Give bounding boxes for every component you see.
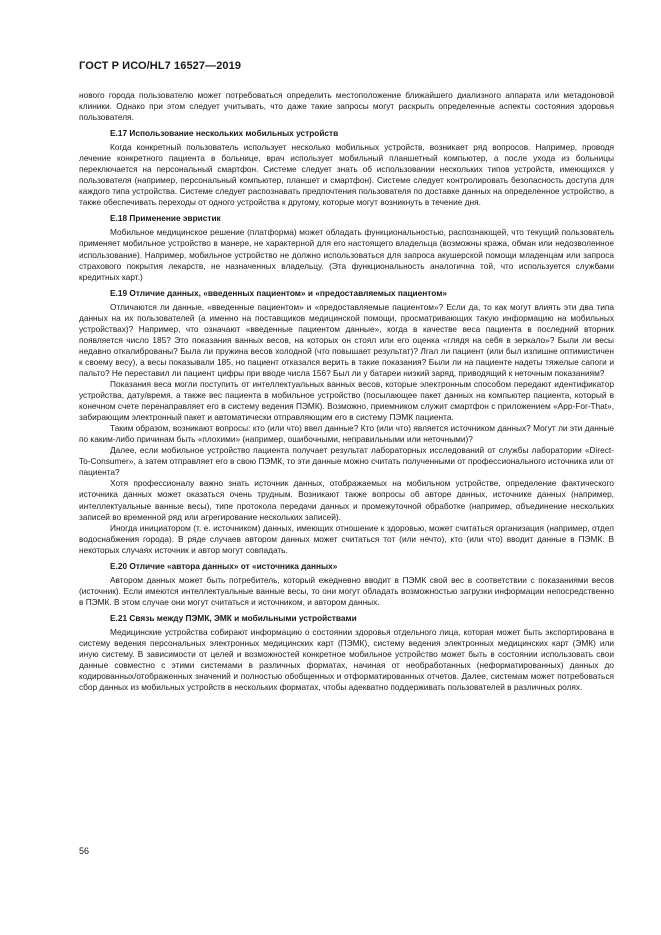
- section: [79, 288, 614, 556]
- section-heading: Е.17 Использование нескольких мобильных устройств: [110, 128, 339, 139]
- section-paragraph: Таким образом, возникают вопросы: кто (или что) ввел данные? Кто (или что) является источником данных? Могут ли эти данные по каким-либо причинам быть «плохими» (например, ошибочными, неправильными или неточными)?: [79, 423, 614, 445]
- section: [79, 213, 614, 282]
- section-heading: Е.18 Применение эвристик: [110, 213, 221, 224]
- section-heading: Е.19 Отличие данных, «введенных пациентом» и «предоставляемых пациентом»: [110, 287, 447, 298]
- sections-container: [79, 128, 614, 693]
- section: [79, 613, 614, 693]
- section: [79, 561, 614, 608]
- page-number: 56: [79, 846, 90, 856]
- section: [79, 128, 614, 208]
- document-body: [79, 90, 614, 693]
- section-paragraph: Когда конкретный пользователь использует несколько мобильных устройств, возникает ряд вопросов. Например, проводя лечение конкретного пациента в больнице, врач использует мобильный планшетный компьютер, а после ухода из больницы переключается на персональный смартфон. Системе следует знать об использовании нескольких типов устройств, имеющихся у пользователя (например, персональный компьютер, планшет и смартфон). Системе следует контролировать безопасность доступа для каждого типа устройства. Системе следует распознавать предпочтения пользователя по доставке данных на определенное устройство, а также обеспечивать переходы от одного устройства к другому, которые могут возникнуть в течение дня.: [79, 142, 614, 208]
- section-paragraph: Далее, если мобильное устройство пациента получает результат лабораторных исследований от службы лаборатории «Direct-To-Consumer», а затем отправляет его в свою ПЭМК, то эти данные можно считать полученными от профессионального источника или от пациента?: [79, 445, 614, 478]
- section-paragraph: Иногда инициатором (т. е. источником) данных, имеющих отношение к здоровью, может считаться организация (например, отдел водоснабжения города). В ряде случаев автором данных может считаться тот (или нечто), кто (или что) вводит данные в ПЭМК. В некоторых случаях источник и автор могут совпадать.: [79, 522, 614, 555]
- document-header: ГОСТ Р ИСО/HL7 16527—2019: [79, 60, 242, 72]
- section-paragraph: Автором данных может быть потребитель, который ежедневно вводит в ПЭМК свой вес в соответствии с показаниями весов (источник). Если имеются интеллектуальные ванные весы, то они могут обладать возможностью загрузки информации непосредственно в ПЭМК. В этом случае они могут считаться и источником, и автором данных.: [79, 574, 614, 607]
- section-paragraph: Медицинские устройства собирают информацию о состоянии здоровья отдельного лица, которая может быть экспортирована в систему ведения персональных электронных медицинских карт (ПЭМК), систему ведения электронных медицинских карт (ЭМК) или иную систему. В зависимости от целей и возможностей конкретное мобильное устройство может быть в состоянии использовать свои данные совместно с этими системами в различных форматах, начиная от необработанных (неформатированных) данных до кодированных/отображенных значений и полностью обобщенных и отформатированных отчетов. Далее, системам может потребоваться сбор данных из мобильных устройств в нескольких форматах, чтобы адекватно поддерживать пользователей в различных ролях.: [79, 626, 614, 693]
- section-heading: Е.21 Связь между ПЭМК, ЭМК и мобильными устройствами: [110, 612, 357, 623]
- section-paragraph: Отличаются ли данные, «введенные пациентом» и «предоставляемые пациентом»? Если да, то как могут влиять эти два типа данных на их пользователей (а именно на поставщиков медицинской помощи, просматривающих такую информацию на мобильных устройствах)? Например, что означают «введенные пациентом данные», когда в качестве веса пациента в последний вторник появляется число 185? Это показания ванных весов, на которых он стоял или его оценка «глядя на себя в зеркало»? Были ли весы недавно откалиброваны? Была ли пружина весов холодной (что повышает результат)? Лгал ли пациент (или был излишне оптимистичен к своему весу), а весы показывали 185, но пациент отказался верить в такие показания? Были ли на пациенте надеты тяжелые сапоги и пальто? Не переставил ли пациент цифры при вводе числа 156? Был ли у батареи низкий заряд, приводящий к неточным показаниям?: [79, 301, 614, 378]
- section-paragraph: Показания веса могли поступить от интеллектуальных ванных весов, которые электронным способом передают идентификатор устройства, дату/время, а также вес пациента в мобильное устройство (посылающее пакет данных на компьютер пациента, который в конечном счете перенаправляет его в систему ведения ПЭМК). Возможно, приемником служит смартфон с приложением «App-For-That», забирающим электронный пакет и автоматически отправляющим его в систему ПЭМК пациента.: [79, 378, 614, 423]
- section-paragraph: Хотя профессионалу важно знать источник данных, отображаемых на мобильном устройстве, определение фактического источника данных может оказаться очень трудным. Возникают также вопросы об авторе данных, источнике данных (например, интеллектуальные ванные весы), типе протокола передачи данных и промежуточной обработке (например, объединение нескольких записей во временной ряд или агрегирование нескольких записей).: [79, 478, 614, 522]
- intro-paragraph: нового города пользователю может потребоваться определить местоположение ближайшего диализного аппарата или метадоновой клиники. Однако при этом следует учитывать, что даже такие запросы могут раскрыть определенные аспекты состояния здоровья пользователя.: [79, 90, 614, 123]
- section-paragraph: Мобильное медицинское решение (платформа) может обладать функциональностью, распознающей, что текущий пользователь применяет мобильное устройство в манере, не характерной для его настоящего владельца (возможны кража, обман или недозволенное использование). Например, мобильное устройство не должно использоваться для запроса акушерской помощи младенцам или запроса страхового покрытия лекарств, не назначенных владельцу. (Эта функциональность аналогична той, что используется службами кредитных карт.): [79, 227, 614, 282]
- section-heading: Е.20 Отличие «автора данных» от «источника данных»: [110, 560, 338, 571]
